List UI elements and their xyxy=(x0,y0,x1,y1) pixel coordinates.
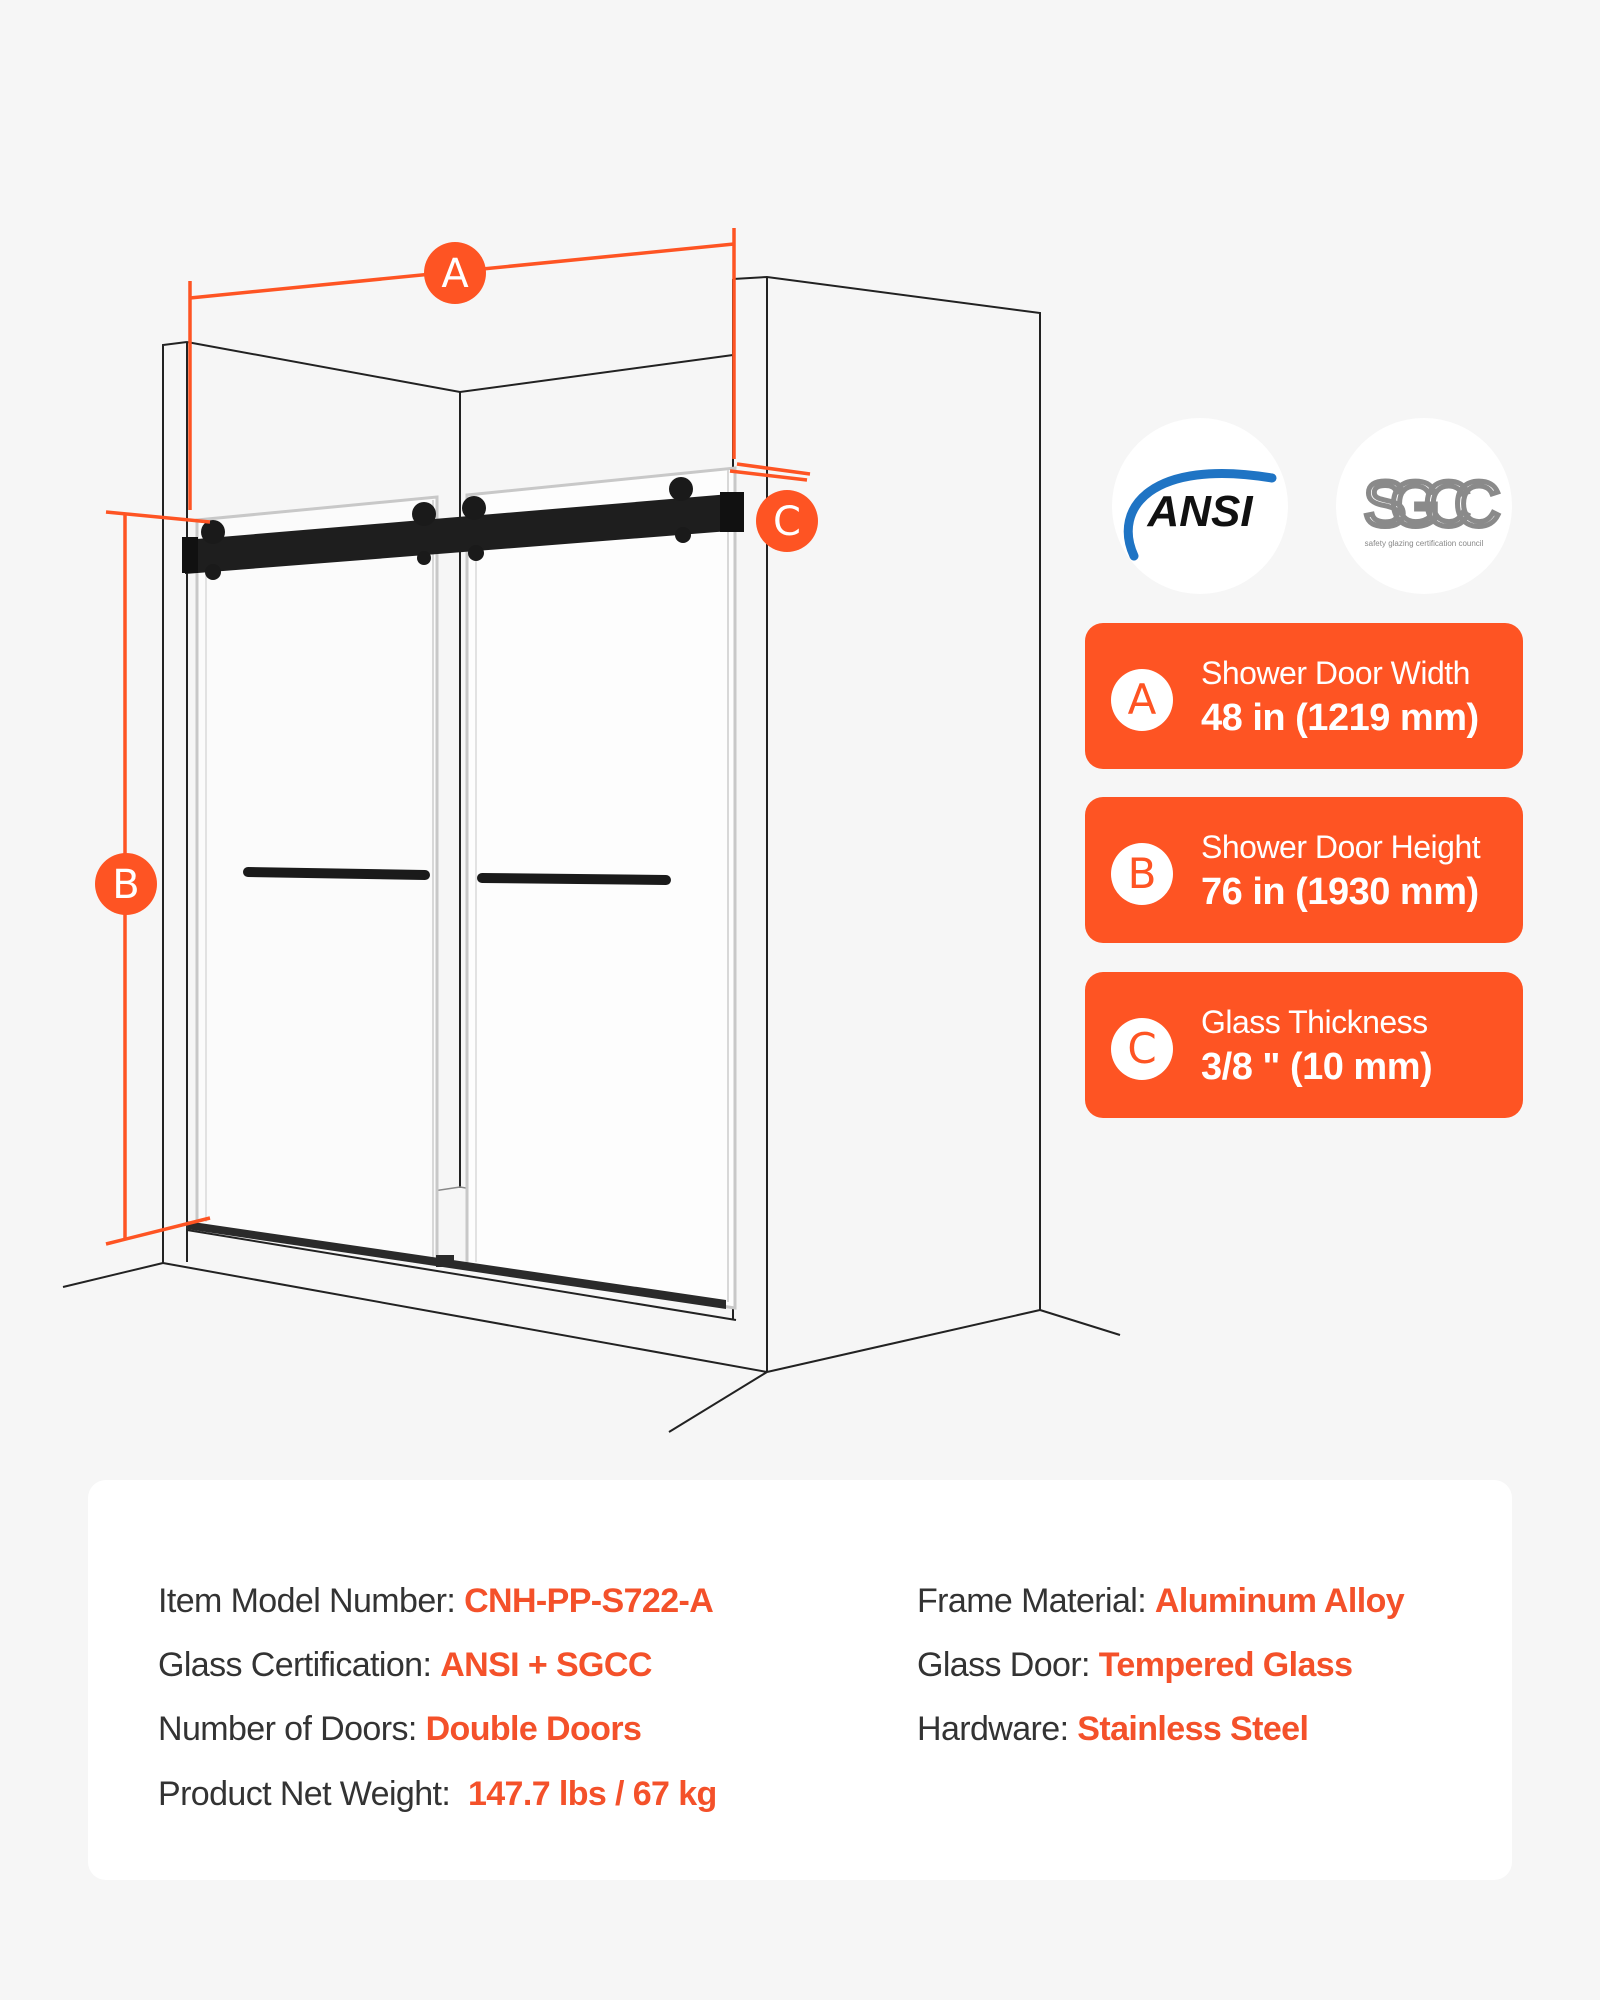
detail-key: Frame Material: xyxy=(917,1582,1147,1620)
spec-label: Shower Door Height xyxy=(1201,829,1481,865)
detail-frame-material xyxy=(917,1582,1404,1621)
detail-glass-door xyxy=(917,1646,1352,1685)
detail-value: CNH-PP-S722-A xyxy=(464,1582,714,1620)
detail-key: Glass Certification: xyxy=(158,1646,432,1684)
detail-value: 147.7 lbs / 67 kg xyxy=(459,1775,717,1813)
detail-value: Aluminum Alloy xyxy=(1154,1582,1405,1620)
dimension-a-letter: A xyxy=(441,251,469,297)
spec-box-height xyxy=(1085,797,1523,943)
detail-value: ANSI + SGCC xyxy=(440,1646,652,1684)
svg-text:safety glazing certification c: safety glazing certification council xyxy=(1364,539,1484,548)
spec-box-thickness xyxy=(1085,972,1523,1118)
spec-label: Glass Thickness xyxy=(1201,1004,1428,1040)
detail-key: Hardware: xyxy=(917,1710,1069,1748)
detail-hardware xyxy=(917,1710,1308,1749)
detail-key: Item Model Number: xyxy=(158,1582,456,1620)
detail-value: Tempered Glass xyxy=(1098,1646,1353,1684)
ansi-swoosh-icon xyxy=(1112,418,1288,594)
glass-doors xyxy=(197,468,735,1308)
detail-value: Stainless Steel xyxy=(1077,1710,1309,1748)
dimension-c-letter: C xyxy=(773,499,801,545)
detail-model-number xyxy=(158,1582,713,1621)
sgcc-rings-icon xyxy=(1336,418,1512,594)
badge-c: C xyxy=(1111,1018,1173,1080)
detail-key: Number of Doors: xyxy=(158,1710,417,1748)
badge-a: A xyxy=(1111,669,1173,731)
svg-text:SGCC: SGCC xyxy=(1363,468,1485,540)
product-details-card xyxy=(88,1480,1512,1880)
detail-number-of-doors xyxy=(158,1710,641,1749)
detail-net-weight xyxy=(158,1775,717,1814)
svg-text:ANSI: ANSI xyxy=(1147,487,1253,536)
spec-box-width xyxy=(1085,623,1523,769)
ansi-certification-logo xyxy=(1112,418,1288,594)
dimension-c-lines xyxy=(730,464,810,480)
spec-value: 48 in (1219 mm) xyxy=(1201,697,1479,739)
spec-value: 76 in (1930 mm) xyxy=(1201,871,1479,913)
detail-glass-certification xyxy=(158,1646,652,1685)
spec-label: Shower Door Width xyxy=(1201,655,1470,691)
detail-key: Glass Door: xyxy=(917,1646,1090,1684)
sgcc-certification-logo xyxy=(1336,418,1512,594)
detail-key: Product Net Weight: xyxy=(158,1775,451,1813)
detail-value: Double Doors xyxy=(425,1710,642,1748)
badge-b: B xyxy=(1111,843,1173,905)
spec-value: 3/8 " (10 mm) xyxy=(1201,1046,1433,1088)
dimension-b-letter: B xyxy=(112,862,140,908)
